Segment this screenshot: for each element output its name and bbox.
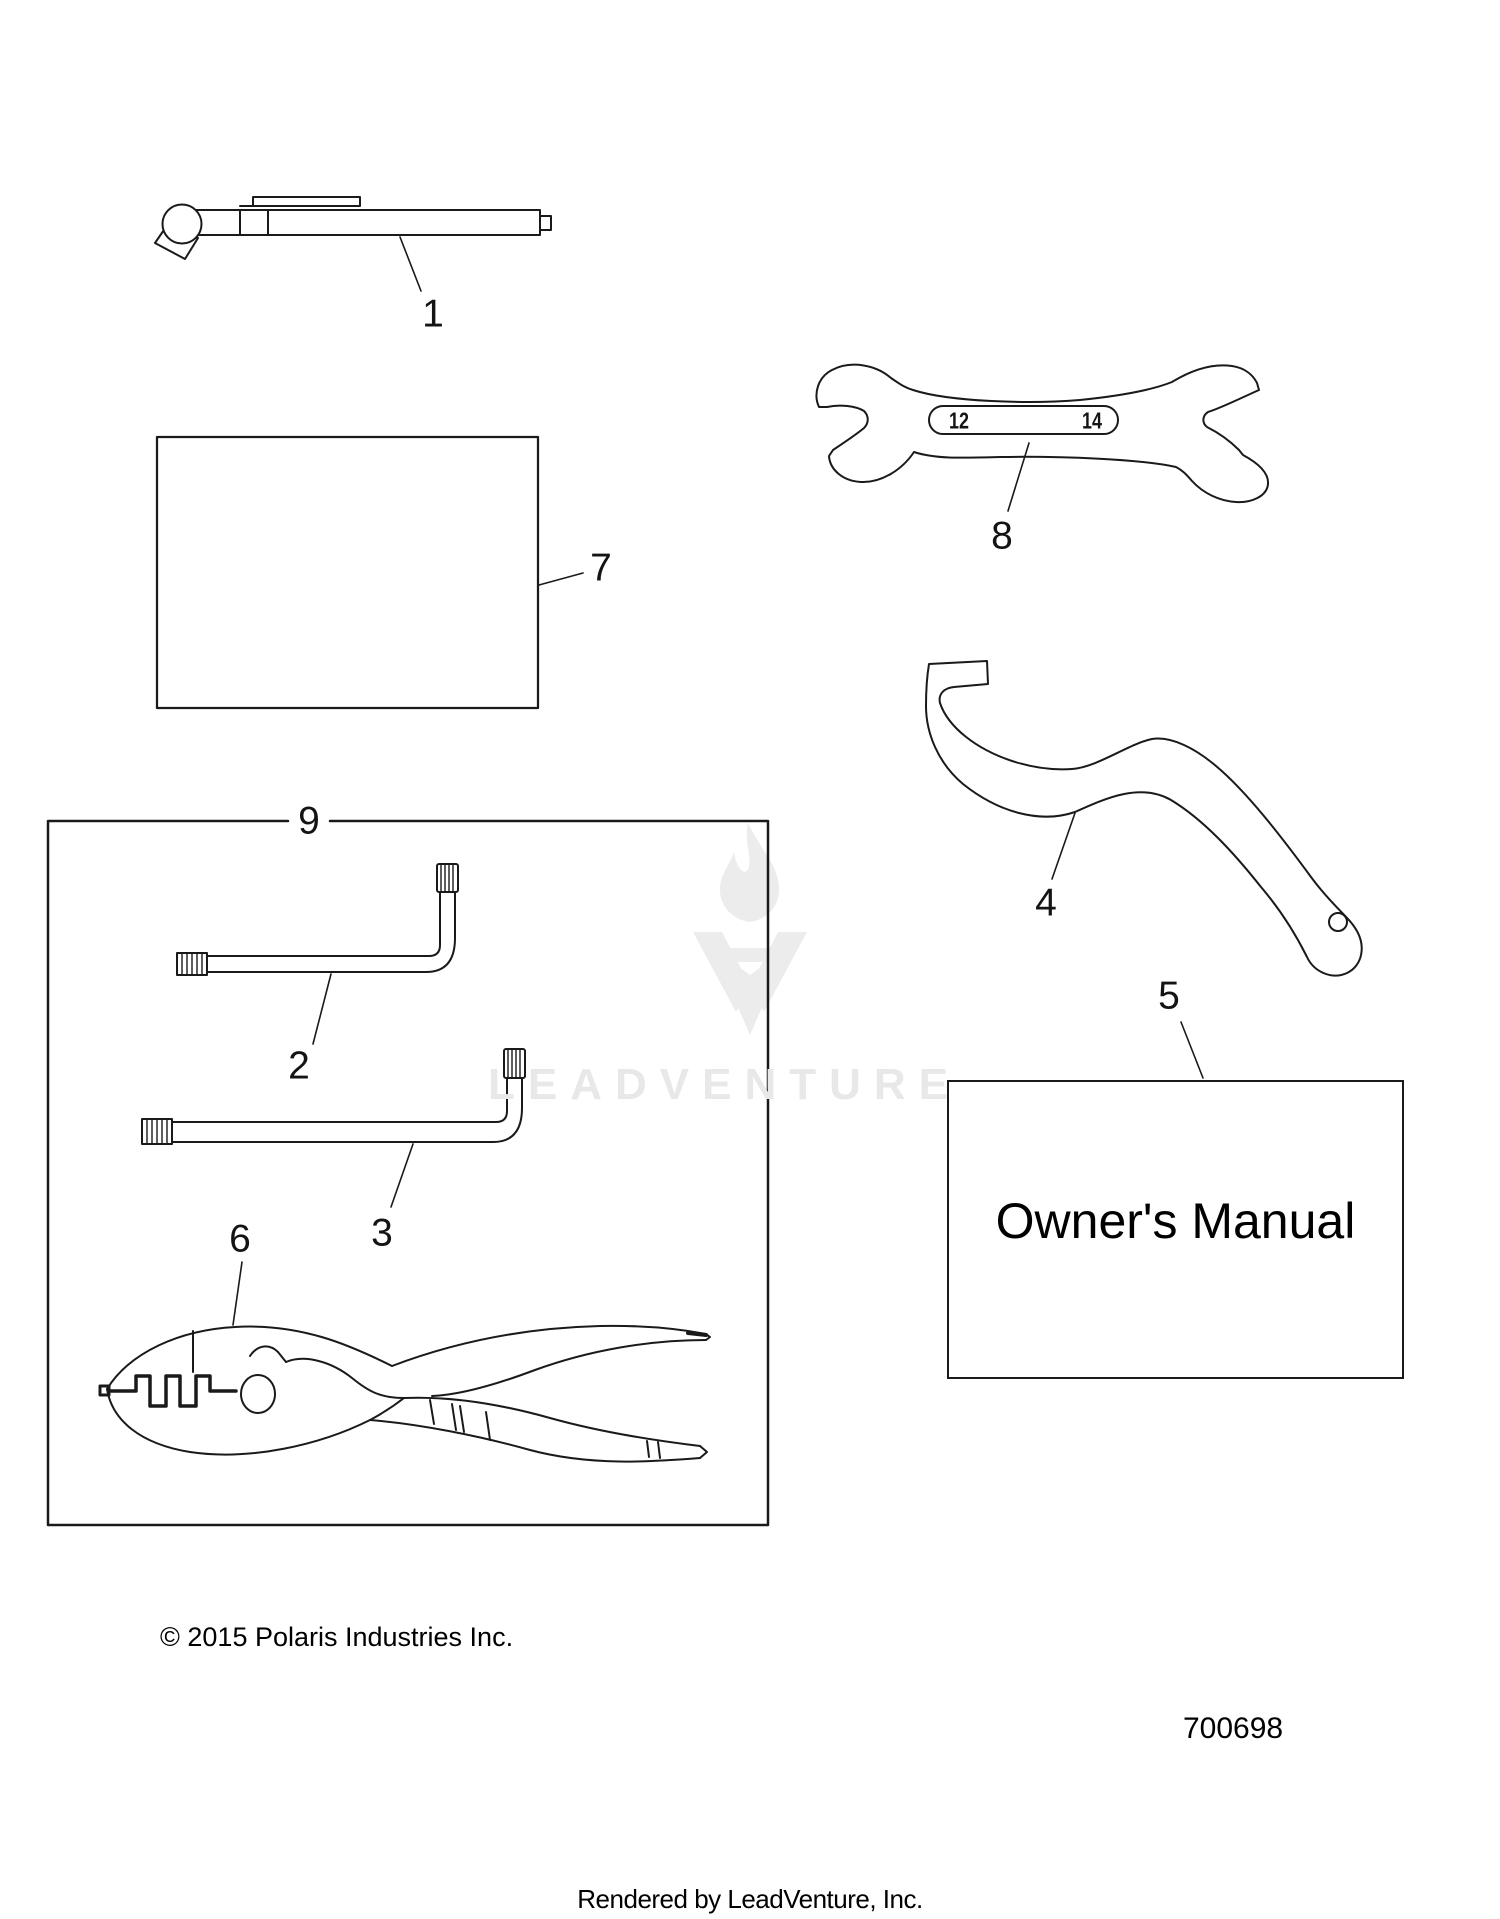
leader-5	[1181, 1022, 1203, 1078]
leader-6	[233, 1262, 242, 1325]
diagram-code: 700698	[1183, 1712, 1284, 1745]
pliers-drawing	[100, 1326, 710, 1462]
callout-7: 7	[590, 546, 612, 590]
torx-key-small-drawing	[177, 864, 458, 975]
callout-5: 5	[1158, 974, 1180, 1018]
callout-4: 4	[1035, 881, 1057, 925]
open-end-wrench-drawing	[817, 365, 1269, 502]
manual-placeholder-box	[157, 437, 538, 708]
callout-6: 6	[229, 1217, 251, 1261]
leader-3	[391, 1144, 413, 1207]
leader-2	[313, 974, 331, 1044]
copyright-text: © 2015 Polaris Industries Inc.	[160, 1622, 514, 1652]
torx-key-large-drawing	[142, 1044, 525, 1144]
leader-1	[400, 237, 421, 291]
callout-2: 2	[288, 1044, 310, 1088]
leader-4	[1052, 813, 1075, 879]
callout-9: 9	[292, 802, 326, 841]
spanner-wrench-drawing	[926, 661, 1362, 976]
tool-kit-box	[48, 821, 768, 1525]
callout-3: 3	[371, 1211, 393, 1255]
owners-manual-title: Owner's Manual	[995, 1192, 1356, 1249]
callout-1: 1	[422, 292, 444, 336]
callout-8: 8	[991, 514, 1013, 558]
leader-7	[539, 573, 583, 585]
wrench-size-12-label: 12	[949, 407, 969, 434]
torque-wrench-drawing	[155, 197, 551, 259]
leadventure-watermark-text: LEADVENTURE	[488, 1060, 962, 1109]
wrench-size-14-label: 14	[1082, 407, 1102, 434]
rendered-by-text: Rendered by LeadVenture, Inc.	[577, 1884, 923, 1914]
